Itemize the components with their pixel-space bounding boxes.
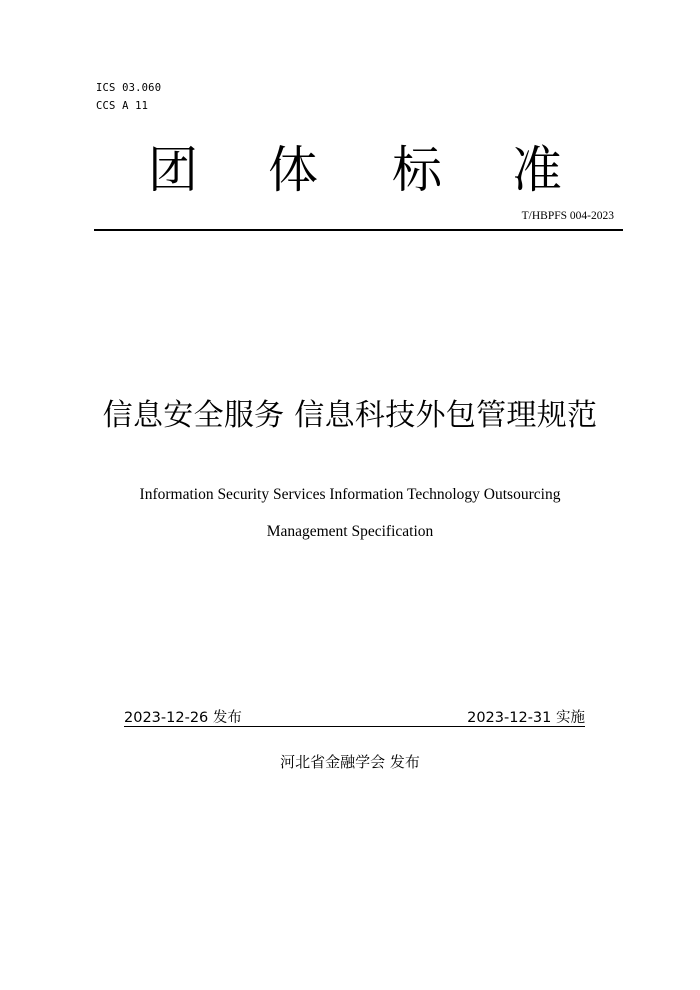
implementation-date: 2023-12-31 实施 bbox=[467, 710, 585, 726]
banner-char-2: 体 bbox=[268, 141, 318, 199]
publisher: 河北省金融学会 发布 bbox=[280, 753, 420, 771]
ics-code: ICS 03.060 bbox=[96, 82, 162, 94]
standard-number: T/HBPFS 004-2023 bbox=[521, 210, 614, 222]
document-title-chinese: 信息安全服务 信息科技外包管理规范 bbox=[102, 398, 598, 433]
banner-char-1: 团 bbox=[148, 141, 198, 199]
banner-char-4: 准 bbox=[512, 141, 562, 199]
date-divider bbox=[124, 726, 585, 727]
ccs-code: CCS A 11 bbox=[96, 100, 149, 112]
document-title-english-line2: Management Specification bbox=[266, 523, 434, 540]
issue-date: 2023-12-26 发布 bbox=[124, 710, 242, 726]
document-title-english-line1: Information Security Services Information Technology Outsourcing bbox=[139, 486, 561, 503]
header-divider bbox=[94, 229, 623, 231]
banner-char-3: 标 bbox=[392, 141, 442, 199]
